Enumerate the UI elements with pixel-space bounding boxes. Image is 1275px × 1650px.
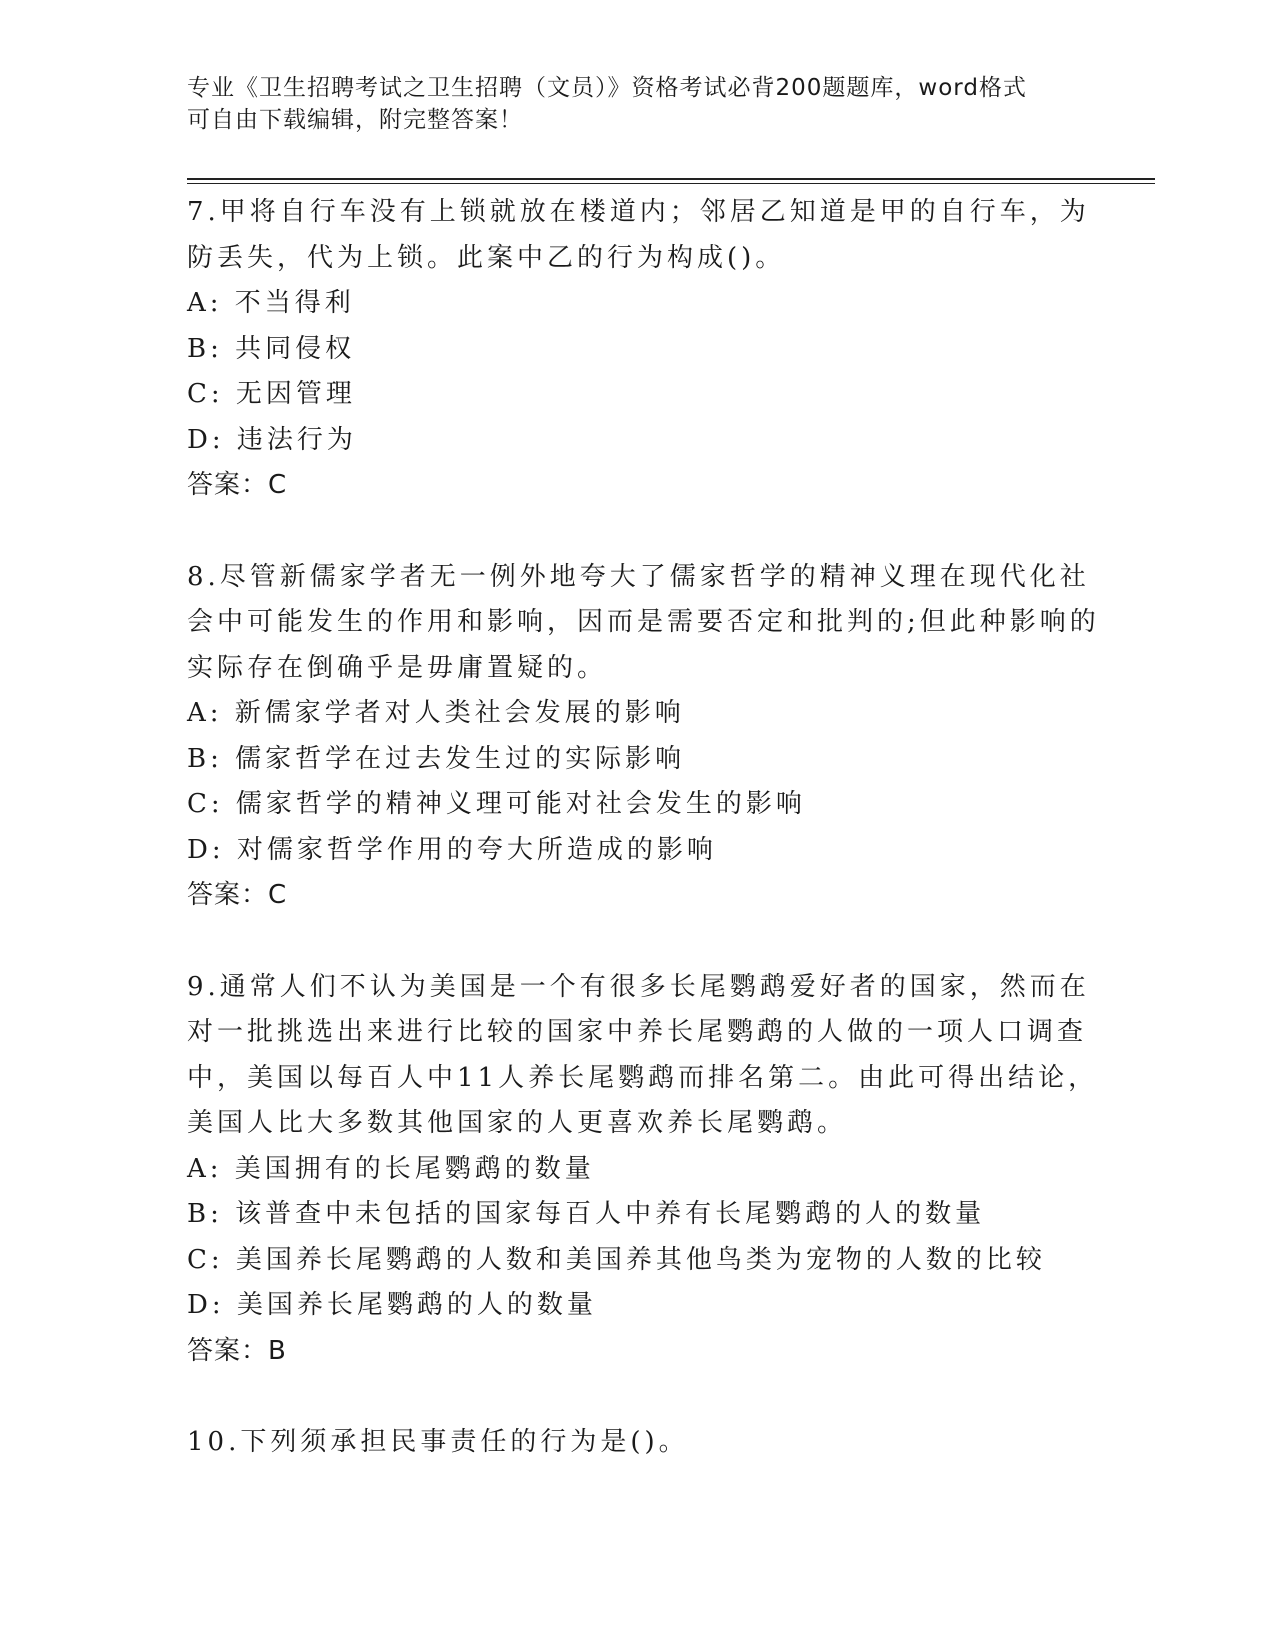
- question-stem-line: 9.通常人们不认为美国是一个有很多长尾鹦鹉爱好者的国家，然而在: [187, 971, 1090, 1002]
- question-stem-line: 防丢失，代为上锁。此案中乙的行为构成()。: [187, 242, 786, 273]
- question-stem-line: 7.甲将自行车没有上锁就放在楼道内；邻居乙知道是甲的自行车，为: [187, 197, 1090, 227]
- question-7: [187, 190, 1117, 509]
- option-c: C: 美国养长尾鹦鹉的人数和美国养其他鸟类为宠物的人数的比较: [187, 1244, 1046, 1275]
- question-list: [187, 190, 1117, 1512]
- header-line-2: 可自由下载编辑，附完整答案！: [187, 107, 523, 133]
- question-stem-line: 会中可能发生的作用和影响，因而是需要否定和批判的;但此种影响的: [187, 607, 1100, 637]
- option-c: C: 儒家哲学的精神义理可能对社会发生的影响: [187, 789, 806, 819]
- header-line-1: 专业《卫生招聘考试之卫生招聘（文员）》资格考试必背200题题库，word格式: [187, 75, 1027, 101]
- option-a: A: 美国拥有的长尾鹦鹉的数量: [187, 1153, 595, 1184]
- option-a: A: 不当得利: [187, 288, 355, 318]
- question-stem-line: 中，美国以每百人中11人养长尾鹦鹉而排名第二。由此可得出结论，: [187, 1062, 1099, 1093]
- option-b: B: 共同侵权: [187, 333, 356, 364]
- option-b: B: 儒家哲学在过去发生过的实际影响: [187, 743, 686, 774]
- option-d: D: 美国养长尾鹦鹉的人的数量: [187, 1290, 597, 1320]
- question-stem-line: 对一批挑选出来进行比较的国家中养长尾鹦鹉的人做的一项人口调查: [187, 1017, 1088, 1047]
- header-divider-thin: [187, 183, 1155, 184]
- option-d: D: 对儒家哲学作用的夸大所造成的影响: [187, 834, 717, 865]
- document-header: [187, 72, 1087, 136]
- question-stem-line: 10.下列须承担民事责任的行为是()。: [187, 1427, 689, 1457]
- option-b: B: 该普查中未包括的国家每百人中养有长尾鹦鹉的人的数量: [187, 1199, 986, 1229]
- option-a: A: 新儒家学者对人类社会发展的影响: [187, 698, 685, 728]
- option-c: C: 无因管理: [187, 379, 356, 409]
- option-d: D: 违法行为: [187, 424, 357, 455]
- question-stem-line: 实际存在倒确乎是毋庸置疑的。: [187, 652, 608, 683]
- question-stem-line: 8.尽管新儒家学者无一例外地夸大了儒家哲学的精神义理在现代化社: [187, 561, 1090, 592]
- header-divider-thick: [187, 178, 1155, 180]
- question-9: [187, 965, 1117, 1375]
- answer-line: 答案：B: [187, 1335, 287, 1366]
- question-8: [187, 555, 1117, 919]
- question-stem-line: 美国人比大多数其他国家的人更喜欢养长尾鹦鹉。: [187, 1108, 848, 1138]
- answer-line: 答案：C: [187, 880, 288, 910]
- answer-line: 答案：C: [187, 470, 288, 500]
- question-10: [187, 1420, 1117, 1466]
